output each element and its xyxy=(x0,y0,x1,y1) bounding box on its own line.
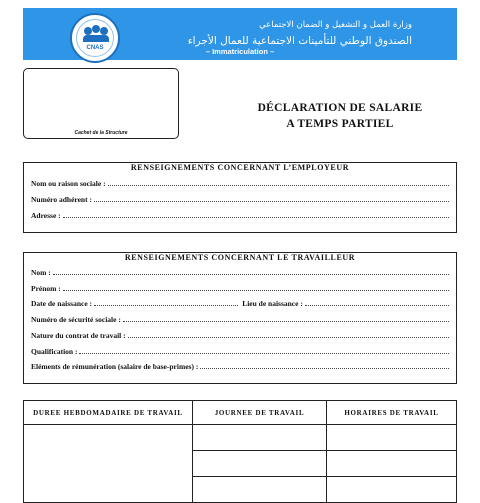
field-label: Qualification : xyxy=(31,347,78,356)
work-day-cell[interactable] xyxy=(193,425,327,451)
field-label: Numéro adhérent : xyxy=(31,195,92,204)
col-header-work-day: JOURNEE DE TRAVAIL xyxy=(193,401,327,425)
worker-salary-field[interactable] xyxy=(31,360,450,371)
weekly-hours-cell[interactable] xyxy=(24,425,193,503)
form-title-line2: A TEMPS PARTIEL xyxy=(286,118,394,130)
logo-text: CNAS xyxy=(86,45,104,51)
field-label: Nom ou raison sociale : xyxy=(31,179,106,188)
work-hours-cell[interactable] xyxy=(327,451,457,477)
field-label: Lieu de naissance : xyxy=(242,299,303,308)
worker-ssn-field[interactable] xyxy=(31,313,450,324)
work-hours-cell[interactable] xyxy=(327,477,457,503)
col-header-work-hours: HORAIRES DE TRAVAIL xyxy=(327,401,457,425)
form-title-line1: DÉCLARATION DE SALARIE xyxy=(257,102,423,114)
employer-heading: RENSEIGNEMENTS CONCERNANT L’EMPLOYEUR xyxy=(127,163,353,172)
fund-name: الصندوق الوطني للتأمينات الاجتماعية للعمال الأجراء xyxy=(187,35,412,47)
employer-name-field[interactable] xyxy=(31,177,450,188)
col-header-weekly-hours: DUREE HEBDOMADAIRE DE TRAVAIL xyxy=(24,401,193,425)
schedule-table xyxy=(23,400,457,503)
field-label: Prénom : xyxy=(31,284,61,293)
field-label: Numéro de sécurité sociale : xyxy=(31,315,121,324)
field-label: Nom : xyxy=(31,268,51,277)
field-label: Eléments de rémunération (salaire de base-primes) : xyxy=(31,362,199,371)
worker-heading: RENSEIGNEMENTS CONCERNANT LE TRAVAILLEUR xyxy=(121,253,359,262)
worker-qualification-field[interactable] xyxy=(31,345,450,356)
worker-section xyxy=(23,252,457,384)
table-row xyxy=(24,425,457,451)
employer-section xyxy=(23,162,457,233)
stamp-label: Cachet de la Structure xyxy=(74,130,128,136)
field-label: Date de naissance : xyxy=(31,299,93,308)
banner-subtitle: – Immatriculation – xyxy=(205,47,275,56)
work-hours-cell[interactable] xyxy=(327,425,457,451)
field-label: Adresse : xyxy=(31,211,61,220)
worker-birth-field[interactable] xyxy=(31,297,450,308)
worker-lastname-field[interactable] xyxy=(31,266,450,277)
employer-address-field[interactable] xyxy=(31,209,450,220)
stamp-box xyxy=(23,68,179,139)
work-day-cell[interactable] xyxy=(193,477,327,503)
work-day-cell[interactable] xyxy=(193,451,327,477)
worker-contract-field[interactable] xyxy=(31,329,450,340)
field-label: Nature du contrat de travail : xyxy=(31,331,126,340)
ministry-name: وزارة العمل و التشغيل و الضمان الاجتماعي xyxy=(259,20,412,30)
worker-firstname-field[interactable] xyxy=(31,282,450,293)
employer-number-field[interactable] xyxy=(31,193,450,204)
